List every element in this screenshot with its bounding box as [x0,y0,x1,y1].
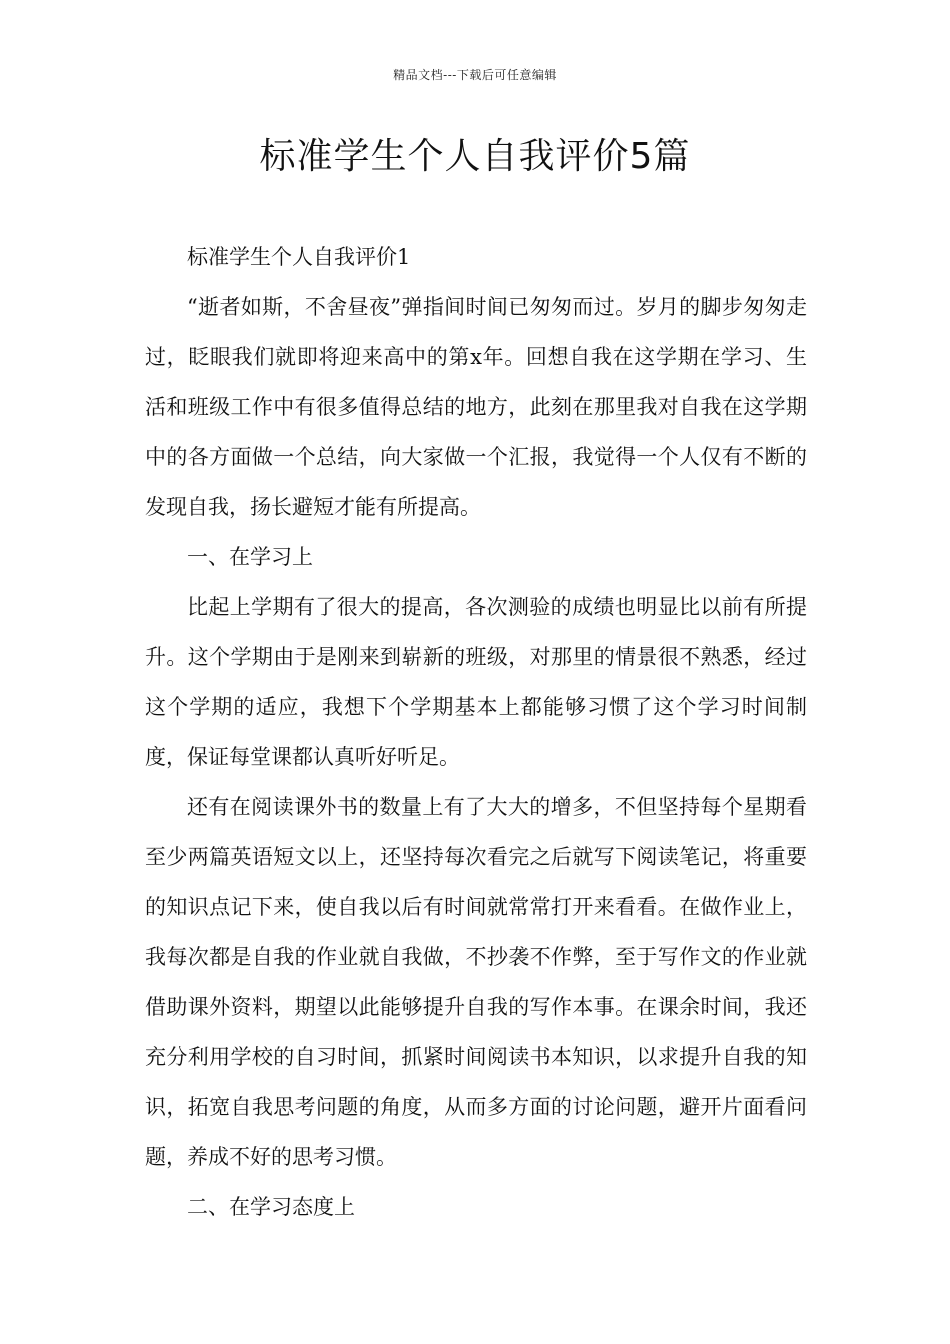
section-heading: 二、在学习态度上 [187,1195,355,1219]
section-heading: 标准学生个人自我评价1 [187,245,411,269]
document-body [145,232,807,1232]
paragraph: “逝者如斯，不舍昼夜”弹指间时间已匆匆而过。岁月的脚步匆匆走过，眨眼我们就即将迎来高中的第x年。回想自我在这学期在学习、生活和班级工作中有很多值得总结的地方，此刻在那里我对自我在这学期中的各方面做一个总结，向大家做一个汇报，我觉得一个人仅有不断的发现自我，扬长避短才能有所提高。 [145,295,807,519]
header-note: 精品文档---下载后可任意编辑 [393,68,557,82]
paragraph: 比起上学期有了很大的提高，各次测验的成绩也明显比以前有所提升。这个学期由于是刚来到崭新的班级，对那里的情景很不熟悉，经过这个学期的适应，我想下个学期基本上都能够习惯了这个学习时间制度，保证每堂课都认真听好听足。 [145,595,807,769]
section-heading: 一、在学习上 [187,545,313,569]
document-title: 标准学生个人自我评价5篇 [259,136,691,177]
paragraph: 还有在阅读课外书的数量上有了大大的增多，不但坚持每个星期看至少两篇英语短文以上，还坚持每次看完之后就写下阅读笔记，将重要的知识点记下来，使自我以后有时间就常常打开来看看。在做作业上，我每次都是自我的作业就自我做，不抄袭不作弊，至于写作文的作业就借助课外资料，期望以此能够提升自我的写作本事。在课余时间，我还充分利用学校的自习时间，抓紧时间阅读书本知识，以求提升自我的知识，拓宽自我思考问题的角度，从而多方面的讨论问题，避开片面看问题，养成不好的思考习惯。 [145,795,807,1169]
